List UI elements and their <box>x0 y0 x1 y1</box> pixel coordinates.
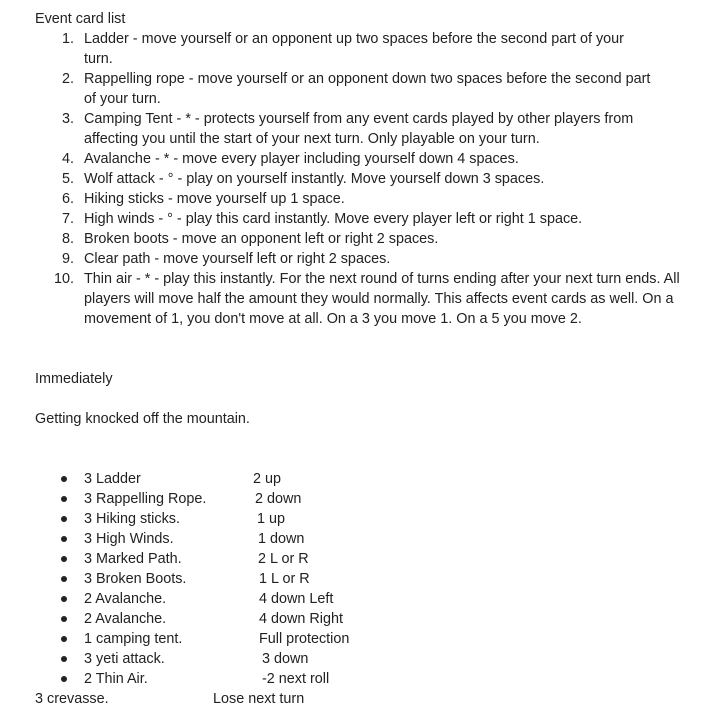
event-card-text: Rappelling rope - move yourself or an opponent down two spaces before the second part of your turn. <box>84 71 651 107</box>
bullet-icon <box>61 616 67 622</box>
event-card-number: 10. <box>53 271 74 287</box>
event-card-item <box>0 209 701 229</box>
deck-list <box>0 469 701 689</box>
deck-item-label: 3 Rappelling Rope. <box>84 491 207 507</box>
deck-item <box>0 669 701 689</box>
event-card-item <box>0 29 701 69</box>
deck-item <box>0 529 701 549</box>
deck-item <box>0 589 701 609</box>
deck-item <box>0 489 701 509</box>
crevasse-value: Lose next turn <box>213 691 305 707</box>
event-card-text: Wolf attack - ° - play on yourself instantly. Move yourself down 3 spaces. <box>84 171 545 187</box>
event-card-text: Thin air - * - play this instantly. For the next round of turns ending after your next turn ends. All players will move half the amount they would normally. This affects event cards as well. On a movement of 1, you don't move at all. On a 3 you move 1. On a 5 you move 2. <box>84 271 680 327</box>
event-card-text: Broken boots - move an opponent left or right 2 spaces. <box>84 231 439 247</box>
deck-item <box>0 609 701 629</box>
bullet-icon <box>61 676 67 682</box>
event-card-number: 6. <box>61 191 74 207</box>
event-card-item <box>0 69 701 109</box>
bullet-icon <box>61 596 67 602</box>
deck-item-label: 3 yeti attack. <box>84 651 165 667</box>
bullet-icon <box>61 556 67 562</box>
deck-item-value: 1 up <box>257 511 286 527</box>
event-card-number: 5. <box>61 171 74 187</box>
deck-item-value: Full protection <box>259 631 350 647</box>
deck-item-value: 4 down Left <box>259 591 334 607</box>
deck-item-value: 1 down <box>258 531 305 547</box>
deck-item <box>0 649 701 669</box>
deck-item-value: 2 L or R <box>258 551 309 567</box>
event-card-text: Hiking sticks - move yourself up 1 space. <box>84 191 345 207</box>
bullet-icon <box>61 516 67 522</box>
knocked-off-note: Getting knocked off the mountain. <box>35 411 250 427</box>
deck-item-value: 3 down <box>262 651 309 667</box>
event-card-text: High winds - ° - play this card instantly. Move every player left or right 1 space. <box>84 211 583 227</box>
deck-item-value: 2 down <box>255 491 302 507</box>
event-card-item <box>0 149 701 169</box>
deck-item-value: -2 next roll <box>262 671 330 687</box>
crevasse-label: 3 crevasse. <box>35 691 109 707</box>
event-card-number: 4. <box>61 151 74 167</box>
event-card-item <box>0 109 701 149</box>
deck-item-label: 2 Avalanche. <box>84 611 167 627</box>
deck-item <box>0 469 701 489</box>
event-card-text: Avalanche - * - move every player including yourself down 4 spaces. <box>84 151 519 167</box>
event-card-item <box>0 189 701 209</box>
deck-item-label: 3 Ladder <box>84 471 141 487</box>
event-card-number: 7. <box>61 211 74 227</box>
deck-item-value: 2 up <box>253 471 282 487</box>
event-card-number: 3. <box>61 111 74 127</box>
event-card-number: 2. <box>61 71 74 87</box>
bullet-icon <box>61 636 67 642</box>
event-card-number: 8. <box>61 231 74 247</box>
deck-item <box>0 569 701 589</box>
event-card-item <box>0 169 701 189</box>
bullet-icon <box>61 476 67 482</box>
deck-item-label: 2 Thin Air. <box>84 671 148 687</box>
deck-item <box>0 509 701 529</box>
event-card-list-heading: Event card list <box>35 11 126 27</box>
immediately-note: Immediately <box>35 371 113 387</box>
deck-item-label: 3 Broken Boots. <box>84 571 187 587</box>
event-card-item <box>0 229 701 249</box>
event-card-item <box>0 249 701 269</box>
event-card-number: 9. <box>61 251 74 267</box>
event-card-number: 1. <box>61 31 74 47</box>
deck-item-label: 3 Marked Path. <box>84 551 182 567</box>
deck-item-value: 4 down Right <box>259 611 343 627</box>
bullet-icon <box>61 536 67 542</box>
event-card-text: Clear path - move yourself left or right 2 spaces. <box>84 251 391 267</box>
deck-item-label: 3 Hiking sticks. <box>84 511 180 527</box>
event-card-text: Camping Tent - * - protects yourself from any event cards played by other players from affecting you until the start of your next turn. Only playable on your turn. <box>84 111 634 147</box>
event-card-item <box>0 269 701 329</box>
event-card-list <box>0 29 701 329</box>
deck-item-value: 1 L or R <box>259 571 310 587</box>
deck-item-label: 3 High Winds. <box>84 531 174 547</box>
deck-item <box>0 549 701 569</box>
bullet-icon <box>61 576 67 582</box>
bullet-icon <box>61 496 67 502</box>
deck-item-label: 1 camping tent. <box>84 631 183 647</box>
deck-item-label: 2 Avalanche. <box>84 591 167 607</box>
deck-item <box>0 629 701 649</box>
bullet-icon <box>61 656 67 662</box>
event-card-text: Ladder - move yourself or an opponent up two spaces before the second part of your turn. <box>84 31 624 67</box>
